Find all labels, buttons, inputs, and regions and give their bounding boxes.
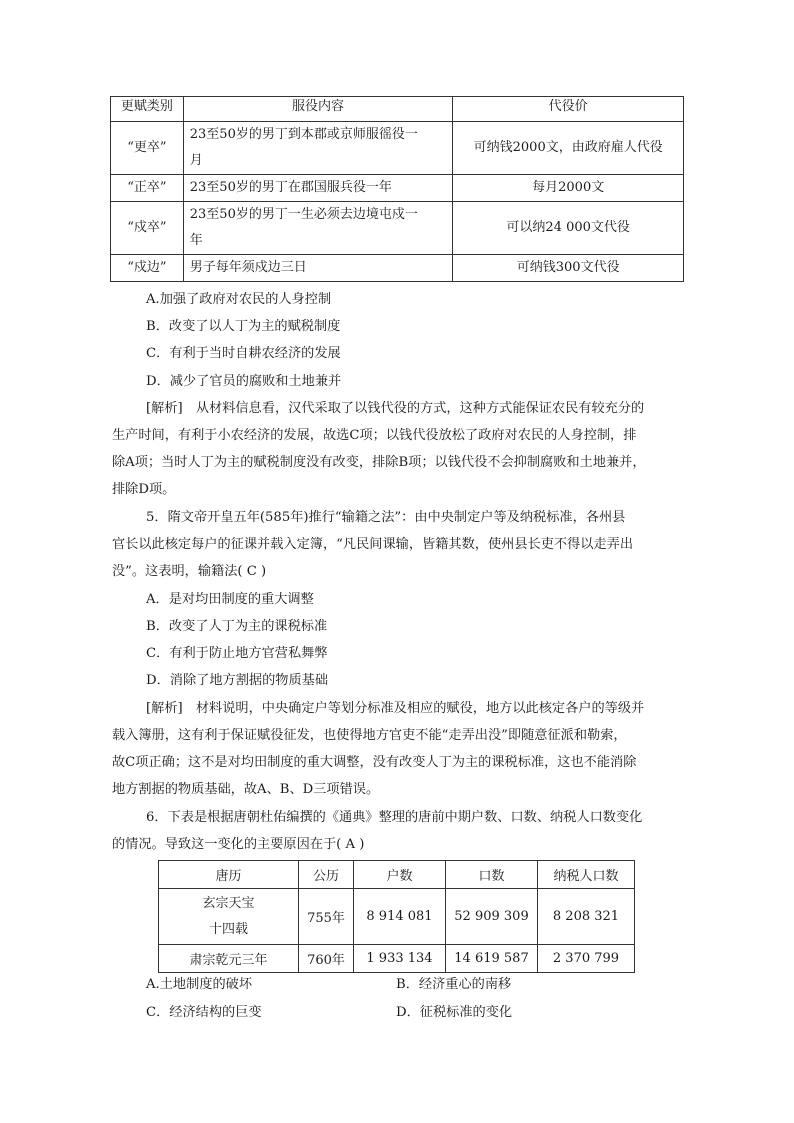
analysis-line: 地方割据的物质基础，故A、B、D三项错误。 (112, 782, 380, 797)
table-cell: “正卒” (111, 175, 184, 202)
analysis-line: 故C项正确；这不是对均田制度的重大调整，没有改变人丁为主的课税标准，这也不能消除 (112, 755, 637, 770)
table-cell: 男子每年须戍边三日 (183, 255, 453, 282)
header-cell: 纳税人口数 (538, 861, 635, 889)
question-line: 官长以此核定每户的征课并载入定簿，“凡民间课输，皆籍其数，使州县长吏不得以走弄出 (112, 537, 634, 552)
table-row (159, 945, 635, 973)
analysis-line: 排除D项。 (112, 482, 176, 497)
option-b: B．改变了人丁为主的课税标准 (146, 619, 328, 634)
table-cell: 23至50岁的男丁到本郡或京师服徭役一 月 (183, 122, 453, 175)
table-row (111, 202, 684, 255)
table-cell: 可纳钱300文代役 (453, 255, 684, 282)
option-a: A.土地制度的破坏 (146, 977, 253, 992)
table-row (111, 255, 684, 282)
table-cell: “戍卒” (111, 202, 184, 255)
question-line: 5．隋文帝开皇五年(585年)推行“输籍之法”：由中央制定户等及纳税标准，各州县 (146, 510, 626, 525)
table-cell: 肃宗乾元三年 (159, 945, 299, 973)
analysis-line: 除A项；当时人丁为主的赋税制度没有改变，排除B项；以钱代役不会抑制腐败和土地兼并， (112, 455, 646, 470)
analysis-line: [解析] 材料说明，中央确定户等划分标准及相应的赋役，地方以此核定各户的等级并 (146, 701, 645, 716)
header-cell: 更赋类别 (111, 97, 184, 122)
table-header-row (111, 97, 684, 122)
table-cell: 755年 (299, 889, 354, 945)
q6-options (146, 976, 706, 1036)
table-cell: 每月2000文 (453, 175, 684, 202)
header-cell: 代役价 (453, 97, 684, 122)
table-row (159, 889, 635, 945)
table-cell: 玄宗天宝 十四载 (159, 889, 299, 945)
option-b: B．改变了以人丁为主的赋税制度 (146, 319, 341, 334)
population-table (158, 860, 635, 973)
analysis-line: 载入簿册，这有利于保证赋役征发，也使得地方官吏不能“走弄出没”即随意征派和勒索， (112, 728, 627, 743)
question-line: 没”。这表明，输籍法( C ) (112, 564, 267, 579)
table-row (111, 122, 684, 175)
table-row (111, 175, 684, 202)
header-cell: 户数 (354, 861, 446, 889)
option-c: C．有利于当时自耕农经济的发展 (146, 346, 341, 361)
header-cell: 服役内容 (183, 97, 453, 122)
table-cell: 8 914 081 (354, 889, 446, 945)
option-d: D．消除了地方割据的物质基础 (146, 673, 329, 688)
table-header-row (159, 861, 635, 889)
option-c: C．经济结构的巨变 (146, 1005, 262, 1020)
option-d: D．征税标准的变化 (396, 1005, 513, 1020)
table-cell: 52 909 309 (446, 889, 538, 945)
header-cell: 口数 (446, 861, 538, 889)
analysis-line: 生产时间，有利于小农经济的发展，故选C项；以钱代役放松了政府对农民的人身控制，排 (112, 428, 637, 443)
option-a: A．是对均田制度的重大调整 (146, 592, 314, 607)
table-cell: 23至50岁的男丁一生必须去边境屯戍一 年 (183, 202, 453, 255)
header-cell: 唐历 (159, 861, 299, 889)
table-cell: 760年 (299, 945, 354, 973)
option-d: D．减少了官员的腐败和土地兼并 (146, 374, 342, 389)
table-cell: 23至50岁的男丁在郡国服兵役一年 (183, 175, 453, 202)
analysis-line: [解析] 从材料信息看，汉代采取了以钱代役的方式，这种方式能保证农民有较充分的 (146, 401, 645, 416)
table-cell: 可纳钱2000文，由政府雇人代役 (453, 122, 684, 175)
table-cell: 可以纳24 000文代役 (453, 202, 684, 255)
option-a: A.加强了政府对农民的人身控制 (146, 292, 332, 307)
corvee-table (110, 96, 684, 282)
header-cell: 公历 (299, 861, 354, 889)
table-cell: “戍边” (111, 255, 184, 282)
option-b: B．经济重心的南移 (396, 977, 512, 992)
table-cell: 2 370 799 (538, 945, 635, 973)
table-cell: “更卒” (111, 122, 184, 175)
table-cell: 8 208 321 (538, 889, 635, 945)
option-c: C．有利于防止地方官营私舞弊 (146, 646, 328, 661)
question-line: 6．下表是根据唐朝杜佑编撰的《通典》整理的唐前中期户数、口数、纳税人口数变化 (146, 810, 643, 825)
table-cell: 14 619 587 (446, 945, 538, 973)
question-line: 的情况。导致这一变化的主要原因在于( A ) (112, 837, 365, 852)
table-cell: 1 933 134 (354, 945, 446, 973)
